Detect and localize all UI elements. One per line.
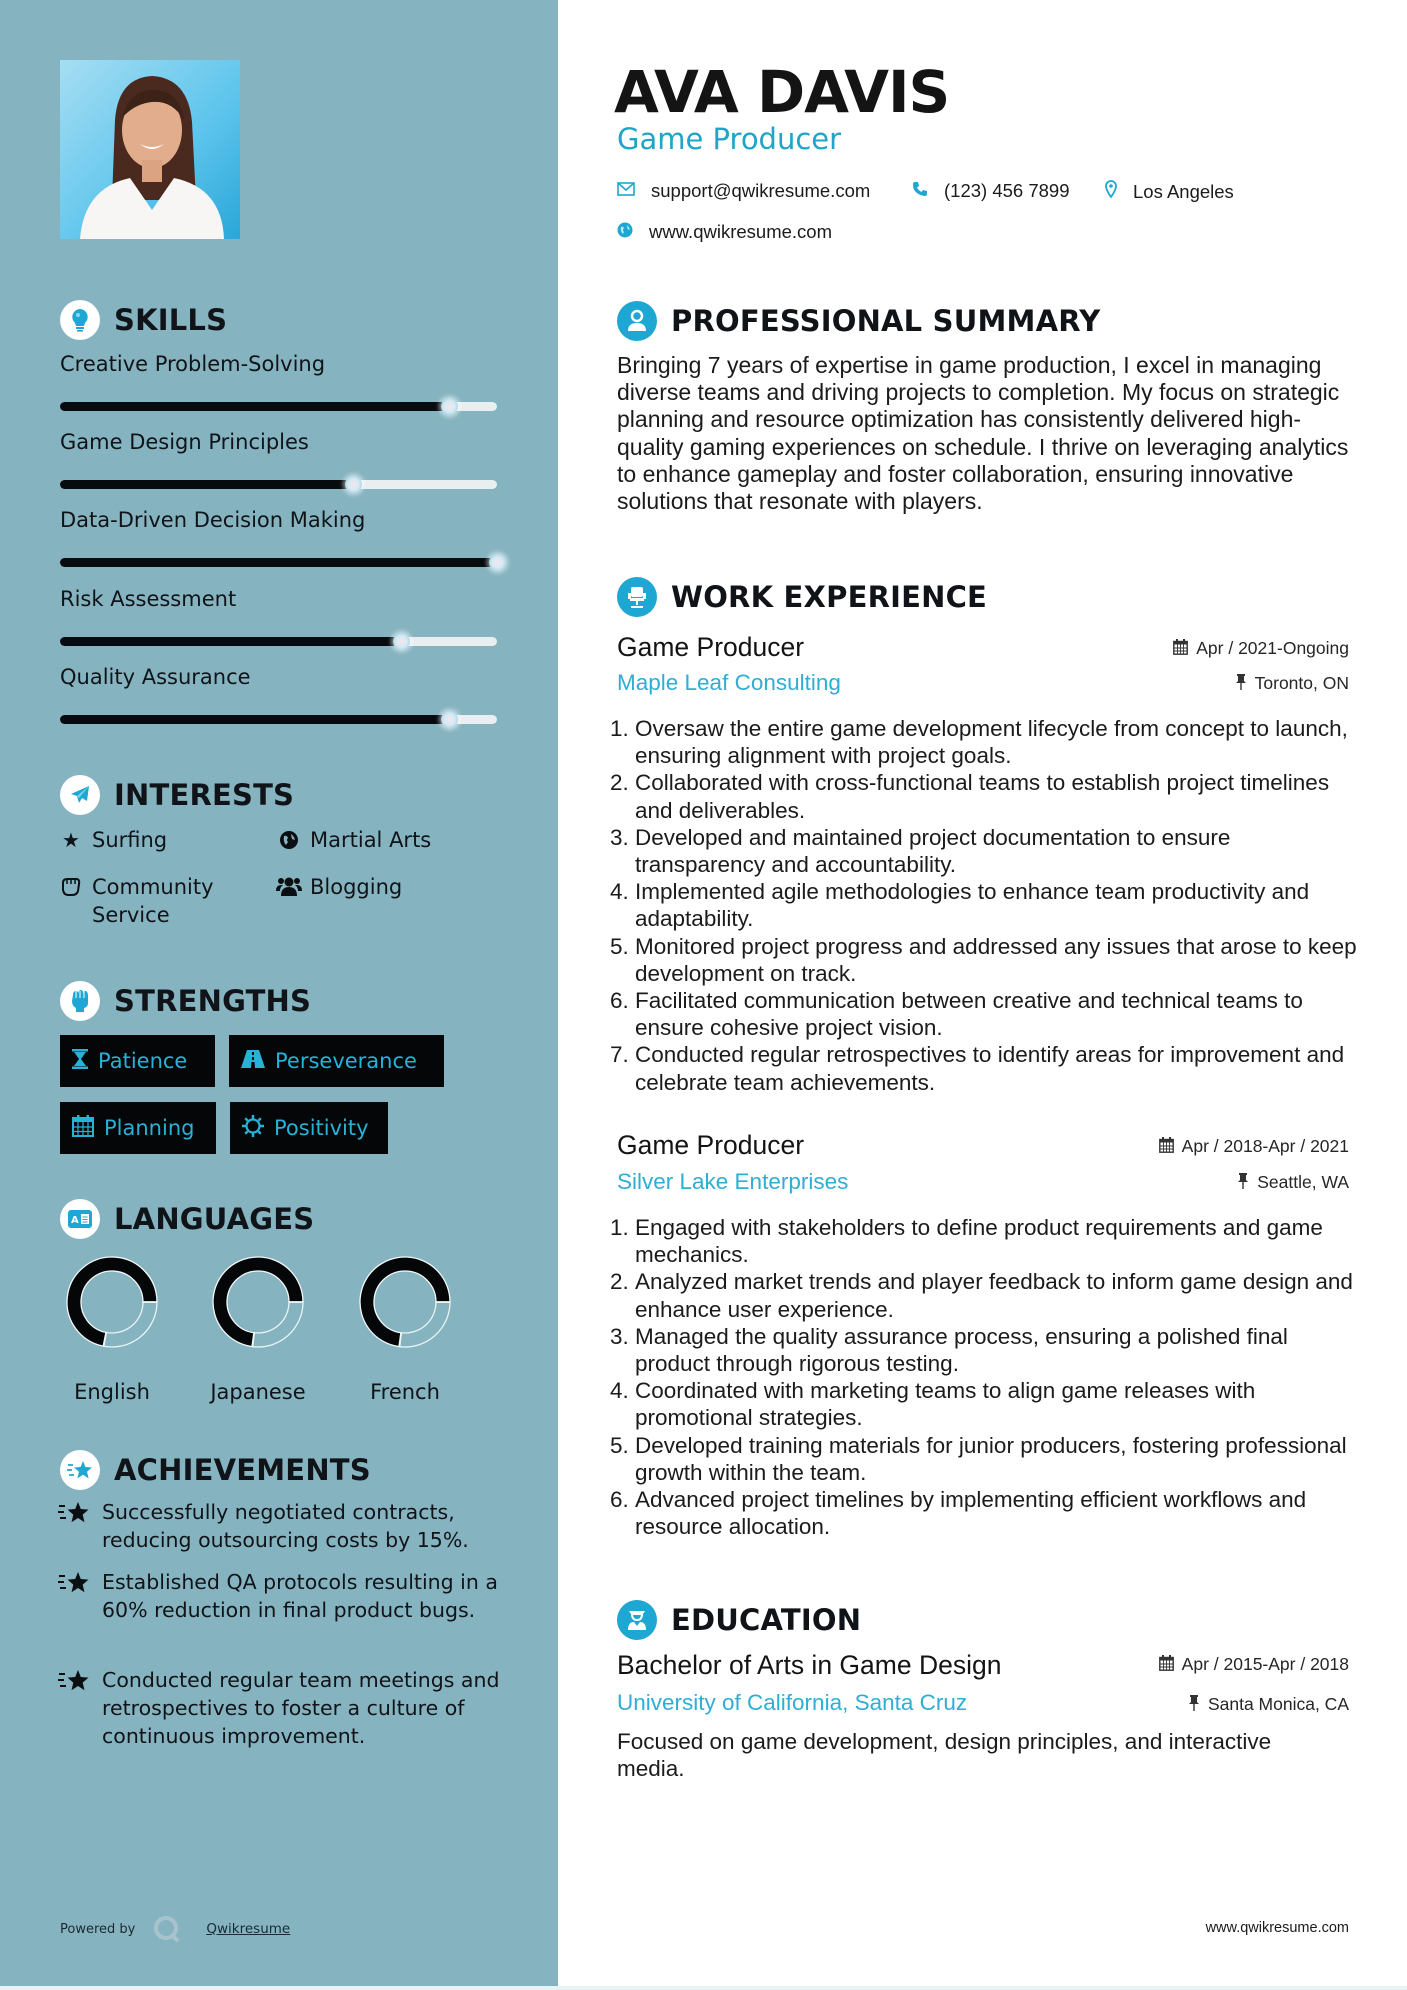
job-location-text: Seattle, WA bbox=[1257, 1172, 1349, 1192]
experience-heading bbox=[617, 576, 987, 618]
language-level-donut bbox=[210, 1254, 306, 1350]
strength-badge bbox=[229, 1035, 444, 1087]
job-dates bbox=[1173, 638, 1349, 659]
envelope-icon bbox=[617, 181, 635, 201]
duty-item bbox=[610, 1486, 1360, 1540]
duty-item bbox=[610, 715, 1360, 769]
skill-level-fill bbox=[60, 402, 449, 411]
education-title: EDUCATION bbox=[671, 1603, 862, 1637]
duty-text: Developed training materials for junior producers, fostering professional growth within the team. bbox=[635, 1432, 1347, 1485]
duty-number: 1. bbox=[610, 1215, 629, 1240]
phone-icon bbox=[912, 181, 928, 202]
email-text: support@qwikresume.com bbox=[651, 180, 871, 201]
summary-heading bbox=[617, 300, 1100, 342]
phone-text: (123) 456 7899 bbox=[944, 180, 1070, 201]
school: University of California, Santa Cruz bbox=[617, 1690, 968, 1715]
strength-label: Planning bbox=[104, 1116, 195, 1140]
language-level-remaining bbox=[253, 1302, 303, 1347]
map-pin-icon bbox=[1105, 180, 1117, 203]
duty-text: Conducted regular retrospectives to identify areas for improvement and celebrate team achievements. bbox=[635, 1042, 1345, 1095]
skill-level-bar bbox=[60, 715, 497, 724]
skill-level-bar bbox=[60, 402, 497, 411]
candidate-name: AVA DAVIS bbox=[614, 58, 950, 126]
interest-label: Community Service bbox=[92, 875, 214, 927]
graduate-icon bbox=[617, 1600, 657, 1640]
skill-label: Quality Assurance bbox=[60, 664, 251, 689]
duty-text: Engaged with stakeholders to define product requirements and game mechanics. bbox=[635, 1215, 1323, 1268]
achievement-text: Established QA protocols resulting in a 60% reduction in final product bugs. bbox=[102, 1570, 498, 1622]
degree: Bachelor of Arts in Game Design bbox=[617, 1650, 1002, 1680]
pushpin-icon bbox=[1235, 674, 1247, 694]
pushpin-icon bbox=[1237, 1173, 1249, 1193]
lightbulb-icon bbox=[60, 300, 100, 340]
shooting-star-icon bbox=[58, 1498, 102, 1554]
language-level-donut bbox=[64, 1254, 160, 1350]
job-dates-text: Apr / 2018-Apr / 2021 bbox=[1181, 1136, 1349, 1156]
shooting-star-icon bbox=[58, 1666, 102, 1750]
duty-number: 5. bbox=[610, 1432, 629, 1458]
contact-email[interactable] bbox=[617, 180, 870, 202]
hourglass-icon bbox=[72, 1049, 88, 1074]
duty-item bbox=[610, 1214, 1360, 1268]
duty-text: Advanced project timelines by implementing efficient workflows and resource allocation. bbox=[635, 1487, 1307, 1540]
powered-by-label: Powered by bbox=[60, 1921, 136, 1937]
achievement-text: Conducted regular team meetings and retrospectives to foster a culture of continuous improvement. bbox=[102, 1668, 500, 1748]
strength-label: Positivity bbox=[274, 1116, 369, 1140]
duty-text: Implemented agile methodologies to enhance team productivity and adaptability. bbox=[635, 879, 1310, 932]
skill-label: Creative Problem-Solving bbox=[60, 352, 326, 376]
languages-title: LANGUAGES bbox=[114, 1202, 315, 1236]
achievements-heading bbox=[60, 1449, 371, 1491]
interest-item bbox=[276, 826, 506, 857]
skill-level-fill bbox=[60, 558, 497, 567]
education-dates bbox=[1159, 1654, 1349, 1675]
strength-label: Perseverance bbox=[275, 1049, 417, 1073]
powered-by bbox=[60, 1915, 290, 1943]
achievement-text: Successfully negotiated contracts, reducing outsourcing costs by 15%. bbox=[102, 1500, 469, 1552]
duty-item bbox=[610, 769, 1360, 823]
summary-title: PROFESSIONAL SUMMARY bbox=[671, 304, 1101, 338]
language-label: English bbox=[74, 1380, 150, 1404]
duty-item bbox=[610, 1323, 1360, 1377]
job-title: Game Producer bbox=[617, 1130, 805, 1160]
languages-heading bbox=[60, 1198, 314, 1240]
strength-badge bbox=[60, 1035, 215, 1087]
skill-level-fill bbox=[60, 715, 449, 724]
achievement-item bbox=[58, 1498, 508, 1554]
calendar-icon bbox=[1159, 1655, 1174, 1675]
language-label: Japanese bbox=[210, 1380, 306, 1404]
achievements-title: ACHIEVEMENTS bbox=[114, 1453, 371, 1487]
duty-item bbox=[610, 1432, 1360, 1486]
duty-number: 4. bbox=[610, 1378, 629, 1404]
globe-icon bbox=[617, 222, 633, 243]
language-level-remaining bbox=[400, 1302, 450, 1347]
duty-text: Facilitated communication between creative and technical teams to ensure cohesive project vision. bbox=[635, 988, 1303, 1041]
office-chair-icon bbox=[617, 577, 657, 617]
interest-item bbox=[276, 873, 476, 905]
skill-level-knob bbox=[393, 633, 410, 650]
svg-text:A: A bbox=[71, 1215, 79, 1226]
duty-text: Managed the quality assurance process, ensuring a polished final product through rigorous testing. bbox=[635, 1323, 1288, 1377]
duty-text: Analyzed market trends and player feedback to inform game design and enhance user experience. bbox=[635, 1269, 1353, 1322]
duty-text: Monitored project progress and addressed any issues that arose to keep development on track. bbox=[635, 933, 1357, 986]
calendar-icon bbox=[1173, 639, 1188, 659]
duty-text: Coordinated with marketing teams to align game releases with promotional strategies. bbox=[635, 1378, 1256, 1431]
skill-level-fill bbox=[60, 637, 401, 646]
duty-item bbox=[610, 1268, 1360, 1322]
job-company: Maple Leaf Consulting bbox=[617, 670, 841, 695]
duty-number: 3. bbox=[610, 1323, 629, 1349]
job-dates bbox=[1159, 1136, 1349, 1157]
road-icon bbox=[241, 1049, 265, 1073]
user-icon bbox=[617, 301, 657, 341]
footer-website-link[interactable]: www.qwikresume.com bbox=[1205, 1920, 1349, 1936]
duty-number: 6. bbox=[610, 1487, 629, 1513]
calendar-icon bbox=[72, 1115, 94, 1142]
strength-label: Patience bbox=[98, 1049, 188, 1073]
duty-number: 4. bbox=[610, 879, 629, 905]
duty-number: 6. bbox=[610, 988, 629, 1014]
education-description: Focused on game development, design principles, and interactive media. bbox=[617, 1729, 1272, 1782]
interest-label: Martial Arts bbox=[310, 828, 432, 852]
interest-item bbox=[58, 873, 258, 929]
education-location bbox=[1188, 1694, 1349, 1715]
skill-level-knob bbox=[441, 711, 458, 728]
duty-number: 1. bbox=[610, 716, 629, 741]
interests-heading bbox=[60, 774, 294, 816]
paper-plane-icon bbox=[60, 775, 100, 815]
raised-fist-icon bbox=[60, 981, 100, 1021]
shooting-star-icon bbox=[60, 1450, 100, 1490]
skill-level-fill bbox=[60, 480, 353, 489]
duty-item bbox=[610, 878, 1360, 932]
language-label: French bbox=[370, 1380, 440, 1404]
duty-number: 7. bbox=[610, 1042, 629, 1068]
strength-badge bbox=[60, 1102, 216, 1154]
globe-icon bbox=[276, 826, 302, 857]
candidate-role: Game Producer bbox=[617, 122, 842, 156]
strengths-heading bbox=[60, 980, 311, 1022]
education-dates-text: Apr / 2015-Apr / 2018 bbox=[1181, 1654, 1349, 1674]
pushpin-icon bbox=[1188, 1695, 1200, 1715]
website-text: www.qwikresume.com bbox=[649, 221, 832, 242]
strengths-title: STRENGTHS bbox=[114, 984, 312, 1018]
duty-item bbox=[610, 1377, 1360, 1431]
education-heading bbox=[617, 1599, 861, 1641]
language-level-donut bbox=[357, 1254, 453, 1350]
shooting-star-icon bbox=[58, 1568, 102, 1624]
contact-website[interactable] bbox=[617, 221, 832, 243]
duty-text: Collaborated with cross-functional teams to establish project timelines and deliverables. bbox=[635, 770, 1330, 823]
strength-badge bbox=[230, 1102, 388, 1154]
language-level-remaining bbox=[104, 1302, 157, 1347]
achievement-item bbox=[58, 1666, 508, 1750]
calendar-icon bbox=[1159, 1137, 1174, 1157]
duty-item bbox=[610, 987, 1360, 1041]
skills-title: SKILLS bbox=[114, 303, 228, 337]
duty-number: 2. bbox=[610, 1269, 629, 1295]
page-bottom-strip bbox=[0, 1986, 1407, 1990]
skill-label: Data-Driven Decision Making bbox=[60, 508, 366, 533]
job-location bbox=[1237, 1172, 1349, 1193]
skill-level-knob bbox=[441, 398, 458, 415]
skill-label: Game Design Principles bbox=[60, 430, 309, 455]
duty-text: Developed and maintained project documentation to ensure transparency and accountability. bbox=[635, 824, 1231, 878]
skill-level-bar bbox=[60, 480, 497, 489]
contact-phone[interactable] bbox=[912, 180, 1070, 202]
duty-number: 3. bbox=[610, 824, 629, 850]
skills-heading bbox=[60, 299, 227, 341]
experience-title: WORK EXPERIENCE bbox=[671, 580, 988, 614]
fist-icon bbox=[58, 873, 84, 904]
skill-level-knob bbox=[345, 476, 362, 493]
summary-text: Bringing 7 years of expertise in game production, I excel in managing diverse teams and driving projects to completion. My focus on strategic planning and resource optimization has consistently delivered high-quality gaming experiences on schedule. I thrive on leveraging analytics to enhance gameplay and foster collaboration, ensuring innovative solutions that resonate with players. bbox=[617, 352, 1349, 515]
duty-number: 5. bbox=[610, 933, 629, 959]
skill-level-bar bbox=[60, 637, 497, 646]
duty-item bbox=[610, 824, 1360, 878]
sun-icon bbox=[242, 1115, 264, 1142]
skill-level-bar bbox=[60, 558, 497, 567]
duty-number: 2. bbox=[610, 770, 629, 796]
interest-label: Surfing bbox=[92, 828, 168, 852]
duty-item bbox=[610, 1041, 1360, 1095]
interest-label: Blogging bbox=[310, 875, 403, 899]
job-title: Game Producer bbox=[617, 632, 805, 662]
skill-label: Risk Assessment bbox=[60, 586, 237, 611]
achievement-item bbox=[58, 1568, 508, 1624]
person-portrait-icon bbox=[60, 60, 240, 239]
qwikresume-link[interactable]: Qwikresume bbox=[206, 1921, 291, 1937]
qwikresume-logo-icon bbox=[153, 1915, 181, 1943]
interests-title: INTERESTS bbox=[114, 778, 295, 812]
profile-photo bbox=[60, 60, 240, 239]
location-text: Los Angeles bbox=[1133, 180, 1234, 202]
job-location-text: Toronto, ON bbox=[1254, 673, 1349, 693]
job-duties-list bbox=[610, 715, 1360, 1096]
job-dates-text: Apr / 2021-Ongoing bbox=[1196, 638, 1349, 658]
users-icon bbox=[276, 873, 302, 905]
job-duties-list bbox=[610, 1214, 1360, 1540]
education-location-text: Santa Monica, CA bbox=[1207, 1694, 1349, 1714]
interest-item bbox=[58, 826, 268, 854]
language-card-icon bbox=[60, 1199, 100, 1239]
duty-text: Oversaw the entire game development lifecycle from concept to launch, ensuring alignment with project goals. bbox=[635, 716, 1348, 769]
job-location bbox=[1235, 673, 1349, 694]
contact-location bbox=[1105, 180, 1234, 203]
duty-item bbox=[610, 933, 1360, 987]
job-company: Silver Lake Enterprises bbox=[617, 1169, 849, 1194]
star-icon: ★ bbox=[62, 828, 80, 852]
